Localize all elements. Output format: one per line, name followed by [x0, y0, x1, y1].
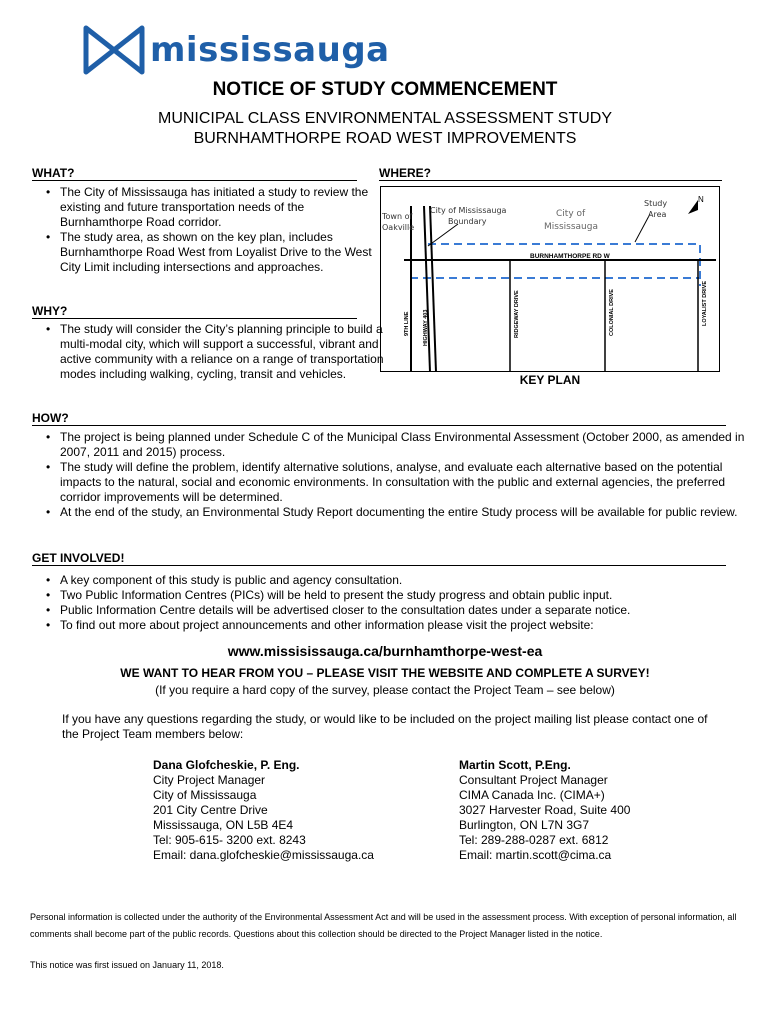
contact-role: Consultant Project Manager: [459, 773, 608, 787]
list-item: • The study will define the problem, identify alternative solutions, analyse, and evaluate each alternative based on the potential impacts to the natural, social and economic environments. In consultation with the public and external agencies, the preferred corridor improvements will be determined.: [60, 460, 748, 505]
how-list: [38, 430, 748, 520]
survey-callout: WE WANT TO HEAR FROM YOU – PLEASE VISIT THE WEBSITE AND COMPLETE A SURVEY!: [120, 666, 650, 680]
subtitle-line-2: BURNHAMTHORPE ROAD WEST IMPROVEMENTS: [193, 130, 577, 147]
road-label-main: BURNHAMTHORPE RD W: [530, 253, 610, 260]
why-heading: WHY?: [32, 304, 357, 319]
study-label-1: Study: [644, 199, 668, 208]
contact-tel: Tel: 905-615- 3200 ext. 8243: [153, 833, 306, 847]
why-list: [38, 322, 385, 382]
study-label-2: Area: [648, 210, 667, 219]
key-plan-caption: KEY PLAN: [519, 373, 581, 387]
issue-date: This notice was first issued on January 11, 2018.: [30, 960, 224, 970]
contact-name: Martin Scott, P.Eng.: [459, 758, 571, 772]
road-label-hwy-403: HIGHWAY 403: [423, 309, 429, 346]
contact-address-1: 201 City Centre Drive: [153, 803, 268, 817]
contact-address-1: 3027 Harvester Road, Suite 400: [459, 803, 631, 817]
contact-name: Dana Glofcheskie, P. Eng.: [153, 758, 300, 772]
city-label-2: Mississauga: [544, 222, 598, 232]
contact-org: CIMA Canada Inc. (CIMA+): [459, 788, 605, 802]
town-label-1: Town of: [382, 212, 413, 221]
road-label-loyalist: LOYALIST DRIVE: [702, 280, 708, 326]
list-item: • The study area, as shown on the key plan, includes Burnhamthorpe Road West from Loyalist Drive to the West City Limit including intersections and approaches.: [60, 230, 385, 275]
get-involved-list: [38, 573, 748, 633]
list-item: • A key component of this study is public and agency consultation.: [60, 573, 748, 588]
contact-org: City of Mississauga: [153, 788, 257, 802]
key-plan-map: [380, 186, 720, 372]
contact-role: City Project Manager: [153, 773, 266, 787]
list-item: • The study will consider the City’s planning principle to build a multi-modal city, which will support a successful, vibrant and active community with a reliance on a range of transportation modes including walking, cycling, transit and vehicles.: [60, 322, 385, 382]
city-label-1: City of: [556, 209, 586, 219]
get-involved-heading: GET INVOLVED!: [32, 551, 726, 566]
list-item: • The project is being planned under Schedule C of the Municipal Class Environmental Assessment (October 2000, as amended in 2007, 2011 and 2015) process.: [60, 430, 748, 460]
town-label-2: Oakville: [382, 223, 415, 232]
contact-tel: Tel: 289-288-0287 ext. 6812: [459, 833, 609, 847]
what-list: [38, 185, 385, 275]
what-heading: WHAT?: [32, 166, 357, 181]
boundary-label-1: City of Mississauga: [430, 206, 507, 215]
list-item: • Public Information Centre details will be advertised closer to the consultation dates under a separate notice.: [60, 603, 748, 618]
contact-card: [459, 758, 719, 863]
road-label-ridgeway: RIDGEWAY DRIVE: [514, 290, 520, 338]
list-item: • At the end of the study, an Environmental Study Report documenting the entire Study process will be available for public review.: [60, 505, 748, 520]
list-item: • To find out more about project announcements and other information please visit the project website:: [60, 618, 748, 633]
page-title: NOTICE OF STUDY COMMENCEMENT: [212, 79, 558, 100]
road-label-colonial: COLONIAL DRIVE: [609, 289, 615, 336]
contact-address-2: Mississauga, ON L5B 4E4: [153, 818, 294, 832]
list-item: • Two Public Information Centres (PICs) will be held to present the study progress and obtain public input.: [60, 588, 748, 603]
contact-card: [153, 758, 413, 863]
privacy-notice: Personal information is collected under the authority of the Environmental Assessment Act and will be used in the assessment process. With exception of personal information, all comments shall become part of the public records. Questions about this collection should be directed to the Project Manager listed in the notice.: [30, 912, 737, 939]
contact-address-2: Burlington, ON L7N 3G7: [459, 818, 590, 832]
project-website-link[interactable]: www.missisissauga.ca/burnhamthorpe-west-ea: [227, 643, 543, 659]
contact-email[interactable]: Email: dana.glofcheskie@mississauga.ca: [153, 848, 374, 862]
logo-wordmark: mississauga: [150, 30, 390, 70]
road-label-9th-line: 9TH LINE: [404, 311, 410, 336]
north-label: N: [698, 195, 704, 204]
subtitle-line-1: MUNICIPAL CLASS ENVIRONMENTAL ASSESSMENT STUDY: [157, 110, 613, 127]
how-heading: HOW?: [32, 411, 726, 426]
hard-copy-note: (If you require a hard copy of the survey, please contact the Project Team – see below): [155, 683, 615, 697]
questions-paragraph: If you have any questions regarding the study, or would like to be included on the project mailing list please contact one of the Project Team members below:: [62, 712, 708, 741]
contact-email[interactable]: Email: martin.scott@cima.ca: [459, 848, 612, 862]
where-heading: WHERE?: [379, 166, 722, 181]
list-item: • The City of Mississauga has initiated a study to review the existing and future transportation needs of the Burnhamthorpe Road corridor.: [60, 185, 385, 230]
boundary-label-2: Boundary: [448, 217, 487, 226]
